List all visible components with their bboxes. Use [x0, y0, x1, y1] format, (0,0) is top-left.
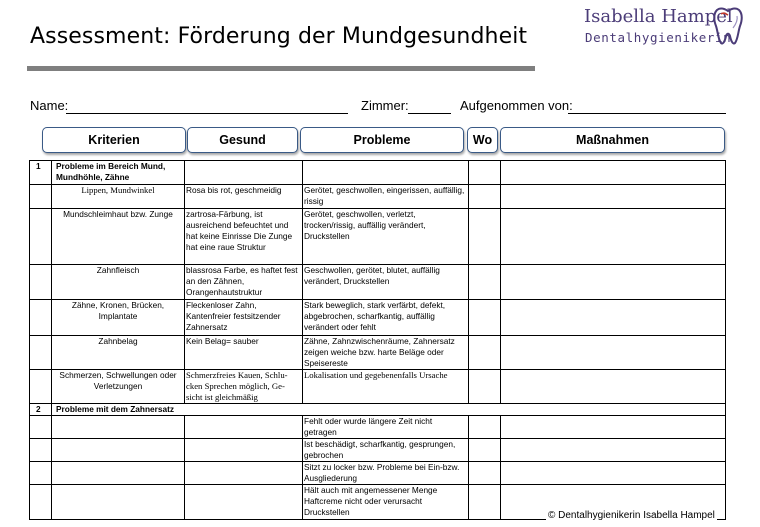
assessment-table	[29, 160, 726, 520]
table-row	[30, 439, 726, 462]
where-cell[interactable]	[469, 370, 501, 404]
number-cell	[30, 485, 52, 520]
healthy-cell[interactable]	[185, 161, 303, 185]
where-cell[interactable]	[469, 462, 501, 485]
problems-cell: Sitzt zu locker bzw. Probleme bei Ein-bzw. Ausgliederung	[303, 462, 469, 485]
section-number: 2	[30, 404, 52, 416]
criterion-cell[interactable]	[52, 462, 185, 485]
criterion-cell[interactable]	[52, 416, 185, 439]
healthy-cell: Rosa bis rot, geschmeidig	[185, 185, 303, 209]
measures-cell[interactable]	[501, 161, 726, 185]
table-row	[30, 416, 726, 439]
problems-cell: Ist beschädigt, scharfkantig, gesprungen, gebrochen	[303, 439, 469, 462]
where-cell[interactable]	[469, 439, 501, 462]
copyright-notice: © Dentalhygienikerin Isabella Hampel	[548, 510, 715, 521]
problems-cell: Gerötet, geschwollen, verletzt, trocken/rissig, auffällig verändert, Druckstellen	[303, 209, 469, 265]
number-cell	[30, 370, 52, 404]
criterion-cell: Schmerzen, Schwellungen oder Verletzungen	[52, 370, 185, 404]
header-problems: Probleme	[300, 127, 464, 153]
page-title: Assessment: Förderung der Mundgesundheit	[30, 24, 528, 49]
where-cell[interactable]	[469, 336, 501, 370]
where-cell[interactable]	[469, 300, 501, 336]
measures-cell[interactable]	[501, 336, 726, 370]
room-input-line[interactable]	[408, 113, 451, 114]
name-label: Name:	[30, 98, 69, 113]
healthy-cell[interactable]	[185, 416, 303, 439]
problems-cell: Gerötet, geschwollen, eingerissen, auffällig, rissig	[303, 185, 469, 209]
table-row	[30, 336, 726, 370]
logo	[584, 6, 754, 52]
name-input-line[interactable]	[66, 113, 348, 114]
header-criteria: Kriterien	[42, 127, 186, 153]
title-underline	[27, 66, 535, 71]
where-cell[interactable]	[469, 161, 501, 185]
section-number: 1	[30, 161, 52, 185]
criterion-cell: Zahnbelag	[52, 336, 185, 370]
number-cell	[30, 265, 52, 300]
criterion-cell[interactable]	[52, 439, 185, 462]
criterion-cell: Zähne, Kronen, Brücken, Implantate	[52, 300, 185, 336]
number-cell	[30, 185, 52, 209]
healthy-cell: Kein Belag= sauber	[185, 336, 303, 370]
problems-cell[interactable]	[303, 161, 469, 185]
table-row	[30, 300, 726, 336]
number-cell	[30, 462, 52, 485]
logo-name: Isabella Hampel	[584, 6, 733, 27]
table-row	[30, 185, 726, 209]
admitted-by-label: Aufgenommen von:	[460, 98, 573, 113]
table-row	[30, 462, 726, 485]
number-cell	[30, 300, 52, 336]
where-cell[interactable]	[469, 265, 501, 300]
criterion-cell: Lippen, Mundwinkel	[52, 185, 185, 209]
logo-subtitle: Dentalhygienikerin	[585, 30, 732, 45]
section-row	[30, 161, 726, 185]
problems-cell: Lokalisation und gegebenenfalls Ursache	[303, 370, 469, 404]
header-measures: Maßnahmen	[500, 127, 725, 153]
section-title: Probleme mit dem Zahnersatz	[52, 404, 726, 416]
criterion-cell[interactable]	[52, 485, 185, 520]
admitted-by-input-line[interactable]	[568, 113, 726, 114]
measures-cell[interactable]	[501, 416, 726, 439]
healthy-cell: blassrosa Farbe, es haftet fest an den Zähnen, Orangenhautstruktur	[185, 265, 303, 300]
healthy-cell[interactable]	[185, 439, 303, 462]
problems-cell: Fehlt oder wurde längere Zeit nicht getragen	[303, 416, 469, 439]
section-row	[30, 404, 726, 416]
problems-cell: Stark beweglich, stark verfärbt, defekt, abgebrochen, scharfkantig, auffällig verändert oder fehlt	[303, 300, 469, 336]
measures-cell[interactable]	[501, 370, 726, 404]
where-cell[interactable]	[469, 185, 501, 209]
measures-cell[interactable]	[501, 300, 726, 336]
problems-cell: Hält auch mit angemessener Menge Haftcreme nicht oder verursacht Druckstellen	[303, 485, 469, 520]
healthy-cell: zartrosa-Färbung, ist ausreichend befeuchtet und hat keine Einrisse Die Zunge hat eine raue Struktur	[185, 209, 303, 265]
table-row	[30, 370, 726, 404]
where-cell[interactable]	[469, 209, 501, 265]
where-cell[interactable]	[469, 416, 501, 439]
number-cell	[30, 439, 52, 462]
table-row	[30, 265, 726, 300]
measures-cell[interactable]	[501, 209, 726, 265]
table-row	[30, 209, 726, 265]
where-cell[interactable]	[469, 485, 501, 520]
healthy-cell: Schmerzfreies Kauen, Schlu-cken Sprechen möglich, Ge-sicht ist gleichmäßig	[185, 370, 303, 404]
measures-cell[interactable]	[501, 439, 726, 462]
number-cell	[30, 416, 52, 439]
section-title: Probleme im Bereich Mund, Mundhöhle, Zähne	[52, 161, 185, 185]
tooth-icon	[711, 6, 745, 46]
problems-cell: Geschwollen, gerötet, blutet, auffällig verändert, Druckstellen	[303, 265, 469, 300]
room-label: Zimmer:	[361, 98, 409, 113]
number-cell	[30, 336, 52, 370]
healthy-cell: Fleckenloser Zahn, Kantenfreier festsitzender Zahnersatz	[185, 300, 303, 336]
measures-cell[interactable]	[501, 265, 726, 300]
healthy-cell[interactable]	[185, 462, 303, 485]
healthy-cell[interactable]	[185, 485, 303, 520]
number-cell	[30, 209, 52, 265]
header-where: Wo	[467, 127, 498, 153]
measures-cell[interactable]	[501, 185, 726, 209]
problems-cell: Zähne, Zahnzwischenräume, Zahnersatz zeigen weiche bzw. harte Beläge oder Speisereste	[303, 336, 469, 370]
header-healthy: Gesund	[187, 127, 298, 153]
criterion-cell: Zahnfleisch	[52, 265, 185, 300]
criterion-cell: Mundschleimhaut bzw. Zunge	[52, 209, 185, 265]
measures-cell[interactable]	[501, 462, 726, 485]
